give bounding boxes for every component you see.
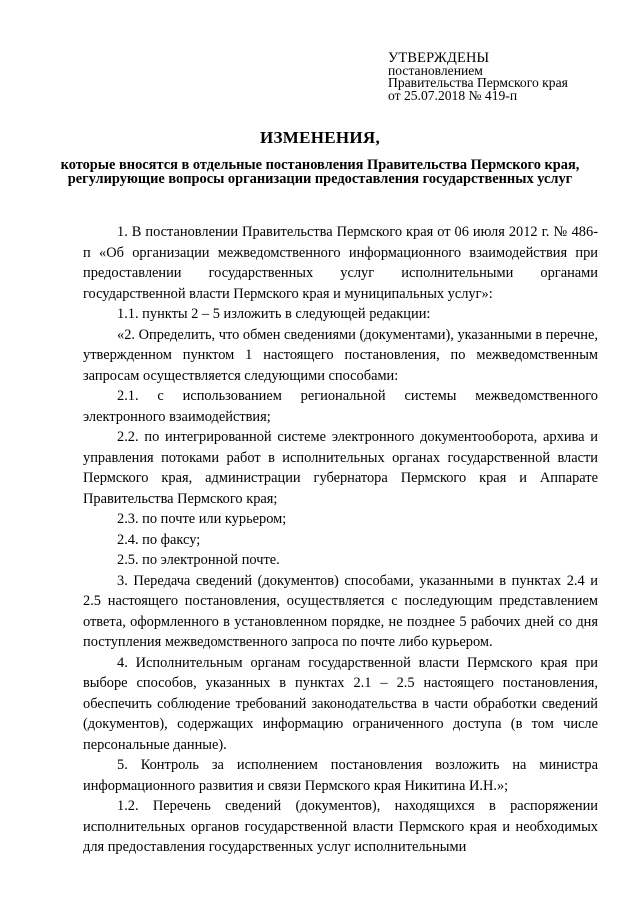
paragraph: 1. В постановлении Правительства Пермского края от 06 июля 2012 г. № 486-п «Об организации межведомственного информационного взаимодействия при предоставлении государственных услуг исполнительными органами государственной власти Пермского края и муниципальных услуг»:	[83, 224, 598, 302]
document-body	[83, 222, 598, 858]
paragraph: 2.5. по электронной почте.	[117, 552, 280, 568]
document-title	[0, 128, 640, 186]
approval-line: от 25.07.2018 № 419-п	[388, 87, 518, 103]
paragraph: 2.4. по факсу;	[117, 531, 201, 548]
paragraph: 2.1. с использованием региональной системы межведомственного электронного взаимодействия;	[83, 388, 598, 425]
paragraph: 4. Исполнительным органам государственной власти Пермского края при выборе способов, указанных в пунктах 2.1 – 2.5 настоящего постановления, обеспечить соблюдение требований законодательства в части обработки сведений (документов), содержащих информацию ограниченного доступа (в том числе персональные данные).	[83, 654, 598, 753]
approval-line: Правительства Пермского края	[388, 75, 568, 91]
paragraph: «2. Определить, что обмен сведениями (документами), указанными в перечне, утвержденном пунктом 1 настоящего постановления, по межведомственным запросам осуществляется следующими способами:	[83, 326, 598, 384]
paragraph: 2.3. по почте или курьером;	[117, 511, 287, 527]
approval-line: постановлением	[388, 62, 483, 78]
title-subtitle: которые вносятся в отдельные постановления Правительства Пермского края, регулирующие вопросы организации предоставления государственных услуг	[60, 157, 580, 187]
title-main: ИЗМЕНЕНИЯ,	[259, 128, 381, 147]
approval-heading: УТВЕРЖДЕНЫ	[388, 50, 490, 66]
paragraph: 2.2. по интегрированной системе электронного документооборота, архива и управления потоками работ в исполнительных органах государственной власти Пермского края, администрации губернатора Пермского края и Аппарате Правительства Пермского края;	[83, 429, 598, 507]
paragraph: 1.2. Перечень сведений (документов), находящихся в распоряжении исполнительных органов государственной власти Пермского края и необходимых для предоставления государственных услуг исполнительными	[83, 798, 598, 855]
paragraph: 3. Передача сведений (документов) способами, указанными в пунктах 2.4 и 2.5 настоящего постановления, осуществляется с последующим представлением ответа, оформленного в установленном порядке, не позднее 5 рабочих дней со дня поступления межведомственного запроса по почте либо курьером.	[83, 572, 598, 650]
paragraph: 1.1. пункты 2 – 5 изложить в следующей редакции:	[117, 306, 431, 322]
approval-stamp	[388, 52, 568, 102]
paragraph: 5. Контроль за исполнением постановления возложить на министра информационного развития и связи Пермского края Никитина И.Н.»;	[83, 757, 598, 794]
